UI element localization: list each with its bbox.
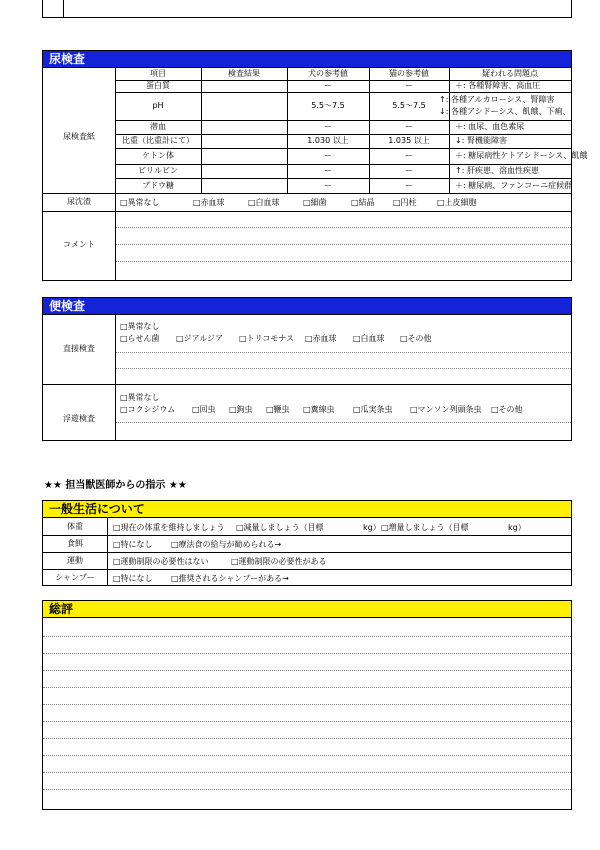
weight-reduce-unit: kg） bbox=[363, 523, 381, 532]
row-ph-problem-1: ↑: 各種アルカローシス、腎障害 bbox=[439, 95, 555, 104]
vet-instructions-title: ★★ 担当獣医師からの指示 ★★ bbox=[44, 480, 187, 491]
flotation-roundworm-checkbox[interactable]: □回虫 bbox=[192, 405, 216, 414]
col-header-result: 検査結果 bbox=[228, 69, 260, 78]
direct-trichomonas-checkbox[interactable]: □トリコモナス bbox=[239, 334, 295, 343]
sediment-normal-checkbox[interactable]: □異常なし bbox=[120, 198, 160, 207]
row-bilirubin-problem: ↑: 肝疾患、溶血性疾患 bbox=[455, 166, 539, 175]
row-protein-dog: ー bbox=[324, 81, 332, 90]
row-sg-problem: ↓: 腎機能障害 bbox=[455, 136, 507, 145]
shampoo-label: シャンプー bbox=[55, 573, 95, 582]
comment-label: コメント bbox=[63, 240, 95, 249]
sediment-bacteria-checkbox[interactable]: □細菌 bbox=[303, 198, 327, 207]
row-blood-item: 潜血 bbox=[150, 122, 166, 131]
stool-test-section bbox=[42, 297, 572, 441]
previous-table-remnant bbox=[42, 0, 572, 18]
direct-rbc-checkbox[interactable]: □赤血球 bbox=[305, 334, 337, 343]
flotation-dipylidium-checkbox[interactable]: □瓜実条虫 bbox=[353, 405, 393, 414]
row-sg-dog: 1.030 以上 bbox=[307, 136, 349, 145]
urine-test-section bbox=[42, 50, 588, 281]
urine-test-header bbox=[43, 51, 571, 68]
row-ph-cat: 5.5～7.5 bbox=[392, 101, 426, 110]
weight-increase-checkbox[interactable]: □増量しましょう（目標 bbox=[381, 523, 469, 532]
row-ph-dog: 5.5～7.5 bbox=[311, 101, 345, 110]
direct-normal-checkbox[interactable]: □異常なし bbox=[120, 322, 160, 331]
flotation-exam-label: 浮遊検査 bbox=[63, 414, 95, 423]
direct-wbc-checkbox[interactable]: □白血球 bbox=[353, 334, 385, 343]
col-header-dog-ref: 犬の参考値 bbox=[308, 69, 348, 78]
flotation-coccidia-checkbox[interactable]: □コクシジウム bbox=[120, 405, 176, 414]
col-header-item: 項目 bbox=[150, 69, 166, 78]
flotation-strongyloides-checkbox[interactable]: □糞線虫 bbox=[303, 405, 335, 414]
row-protein-item: 蛋白質 bbox=[146, 81, 170, 90]
shampoo-none-checkbox[interactable]: □特になし bbox=[113, 574, 153, 583]
lifestyle-section bbox=[42, 500, 572, 586]
stool-test-header bbox=[43, 298, 571, 315]
row-ketone-cat: ー bbox=[405, 151, 413, 160]
row-glucose-problem: ＋: 糖尿病、ファンコーニ症候群 bbox=[455, 181, 573, 190]
row-sg-item: 比重（比重計にて） bbox=[122, 136, 194, 145]
col-header-cat-ref: 猫の参考値 bbox=[389, 69, 429, 78]
direct-exam-label: 直接検査 bbox=[63, 344, 95, 353]
row-bilirubin-cat: ー bbox=[405, 166, 413, 175]
flotation-hookworm-checkbox[interactable]: □鉤虫 bbox=[229, 405, 253, 414]
row-blood-problem: ＋: 血尿、血色素尿 bbox=[455, 122, 525, 131]
summary-writing-area[interactable] bbox=[43, 618, 571, 809]
row-bilirubin-item: ビリルビン bbox=[138, 166, 178, 175]
weight-increase-unit: kg） bbox=[508, 523, 526, 532]
row-blood-dog: ー bbox=[324, 122, 332, 131]
row-sg-cat: 1.035 以上 bbox=[388, 136, 430, 145]
urine-test-title: 尿検査 bbox=[49, 52, 86, 66]
direct-spiral-checkbox[interactable]: □らせん菌 bbox=[120, 334, 160, 343]
comment-area[interactable] bbox=[116, 212, 571, 280]
flotation-other-checkbox[interactable]: □その他 bbox=[491, 405, 523, 414]
row-ketone-problem: ＋: 糖尿病性ケトアシドーシス、飢餓 bbox=[455, 151, 588, 160]
sediment-crystal-checkbox[interactable]: □結晶 bbox=[351, 198, 375, 207]
stool-test-title: 便検査 bbox=[49, 299, 86, 313]
sediment-wbc-checkbox[interactable]: □白血球 bbox=[248, 198, 280, 207]
row-blood-cat: ー bbox=[405, 122, 413, 131]
row-protein-cat: ー bbox=[405, 81, 413, 90]
row-ph-item: pH bbox=[152, 101, 164, 110]
row-glucose-dog: ー bbox=[324, 181, 332, 190]
weight-label: 体重 bbox=[67, 522, 83, 531]
flotation-normal-checkbox[interactable]: □異常なし bbox=[120, 393, 160, 402]
sediment-cast-checkbox[interactable]: □円柱 bbox=[393, 198, 417, 207]
direct-giardia-checkbox[interactable]: □ジアルジア bbox=[176, 334, 224, 343]
flotation-spirometra-checkbox[interactable]: □マンソン列頭条虫 bbox=[410, 405, 482, 414]
diet-none-checkbox[interactable]: □特になし bbox=[113, 540, 153, 549]
flotation-whipworm-checkbox[interactable]: □鞭虫 bbox=[266, 405, 290, 414]
lifestyle-title: 一般生活について bbox=[49, 502, 145, 516]
shampoo-recommended-checkbox[interactable]: □推奨されるシャンプーがある→ bbox=[171, 574, 289, 583]
summary-title: 総評 bbox=[49, 602, 74, 616]
direct-other-checkbox[interactable]: □その他 bbox=[400, 334, 432, 343]
row-ph-problem-2: ↓: 各種アシドーシス、飢餓、下痢、 bbox=[439, 107, 571, 116]
sediment-rbc-checkbox[interactable]: □赤血球 bbox=[193, 198, 225, 207]
summary-section bbox=[42, 600, 572, 810]
exercise-restriction-checkbox[interactable]: □運動制限の必要性がある bbox=[231, 557, 327, 566]
row-protein-problem: ＋: 各種腎障害、高血圧 bbox=[455, 81, 541, 90]
row-ketone-item: ケトン体 bbox=[142, 151, 174, 160]
row-glucose-item: ブドウ糖 bbox=[142, 181, 174, 190]
row-bilirubin-dog: ー bbox=[324, 166, 332, 175]
row-glucose-cat: ー bbox=[405, 181, 413, 190]
sediment-label: 尿沈渣 bbox=[67, 197, 91, 206]
sediment-epithelial-checkbox[interactable]: □上皮細胞 bbox=[437, 198, 477, 207]
col-header-problems: 疑われる問題点 bbox=[482, 69, 538, 78]
diet-label: 食餌 bbox=[67, 539, 83, 548]
summary-header bbox=[43, 601, 571, 618]
diet-therapeutic-checkbox[interactable]: □療法食の給与が勧められる→ bbox=[171, 540, 282, 549]
weight-maintain-checkbox[interactable]: □現在の体重を維持しましょう bbox=[113, 523, 225, 532]
exercise-label: 運動 bbox=[67, 556, 83, 565]
lifestyle-header bbox=[43, 501, 571, 518]
weight-reduce-checkbox[interactable]: □減量しましょう（目標 bbox=[236, 523, 324, 532]
urine-strip-label: 尿検査紙 bbox=[63, 132, 95, 141]
exercise-no-restriction-checkbox[interactable]: □運動制限の必要性はない bbox=[113, 557, 209, 566]
row-ketone-dog: ー bbox=[324, 151, 332, 160]
